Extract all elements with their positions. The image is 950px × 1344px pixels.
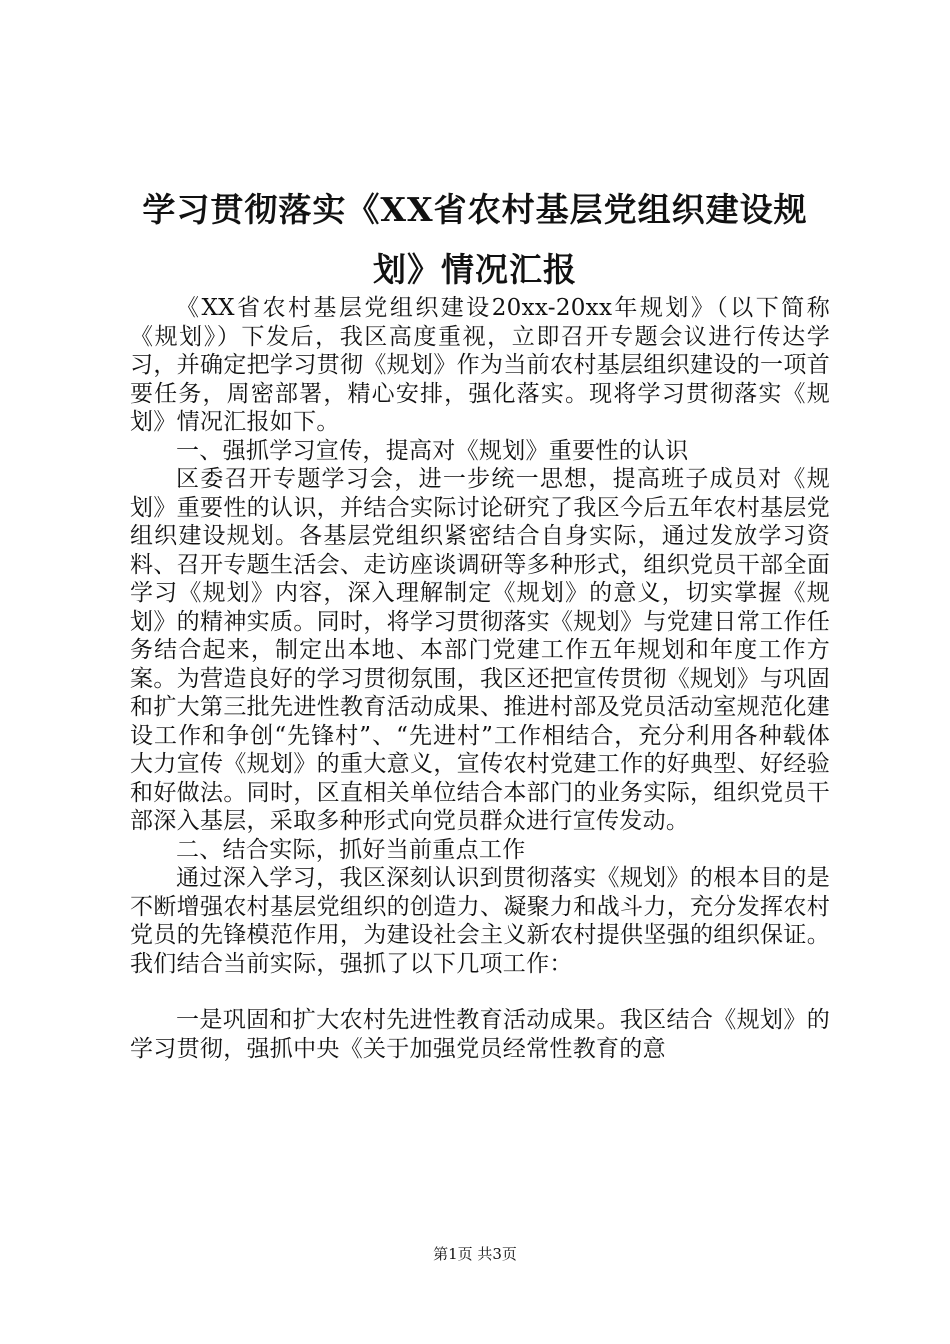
document-title-line-2: 划》情况汇报 (373, 250, 577, 289)
section-1-paragraph: 区委召开专题学习会，进一步统一思想，提高班子成员对《规划》重要性的认识，并结合实际讨论研究了我区今后五年农村基层党组织建设规划。各基层党组织紧密结合自身实际，通过发放学习资料、召开专题生活会、走访座谈调研等多种形式，组织党员干部全面学习《规划》内容，深入理解制定《规划》的意义，切实掌握《规划》的精神实质。同时，将学习贯彻落实《规划》与党建日常工作任务结合起来，制定出本地、本部门党建工作五年规划和年度工作方案。为营造良好的学习贯彻氛围，我区还把宣传贯彻《规划》与巩固和扩大第三批先进性教育活动成果、推进村部及党员活动室规范化建设工作和争创“先锋村”、“先进村”工作相结合，充分利用各种载体大力宣传《规划》的重大意义，宣传农村党建工作的好典型、好经验和好做法。同时，区直相关单位结合本部门的业务实际，组织党员干部深入基层，采取多种形式向党员群众进行宣传发动。 (130, 466, 830, 834)
section-2-item-1-paragraph: 一是巩固和扩大农村先进性教育活动成果。我区结合《规划》的学习贯彻，强抓中央《关于加强党员经常性教育的意 (130, 1007, 830, 1062)
section-heading-2: 二、结合实际，抓好当前重点工作 (176, 836, 526, 863)
intro-paragraph: 《XX省农村基层党组织建设20xx-20xx年规划》（以下简称《规划》）下发后，我区高度重视，立即召开专题会议进行传达学习，并确定把学习贯彻《规划》作为当前农村基层组织建设的一项首要任务，周密部署，精心安排，强化落实。现将学习贯彻落实《规划》情况汇报如下。 (130, 295, 830, 435)
document-body (130, 294, 830, 1063)
page-footer: 第1页 共3页 (433, 1245, 517, 1263)
section-heading-1: 一、强抓学习宣传，提高对《规划》重要性的认识 (176, 437, 689, 464)
section-2-paragraph: 通过深入学习，我区深刻认识到贯彻落实《规划》的根本目的是不断增强农村基层党组织的创造力、凝聚力和战斗力，充分发挥农村党员的先锋模范作用，为建设社会主义新农村提供坚强的组织保证。我们结合当前实际，强抓了以下几项工作： (130, 865, 830, 977)
document-title-line-1: 学习贯彻落实《XX省农村基层党组织建设规 (142, 190, 808, 229)
